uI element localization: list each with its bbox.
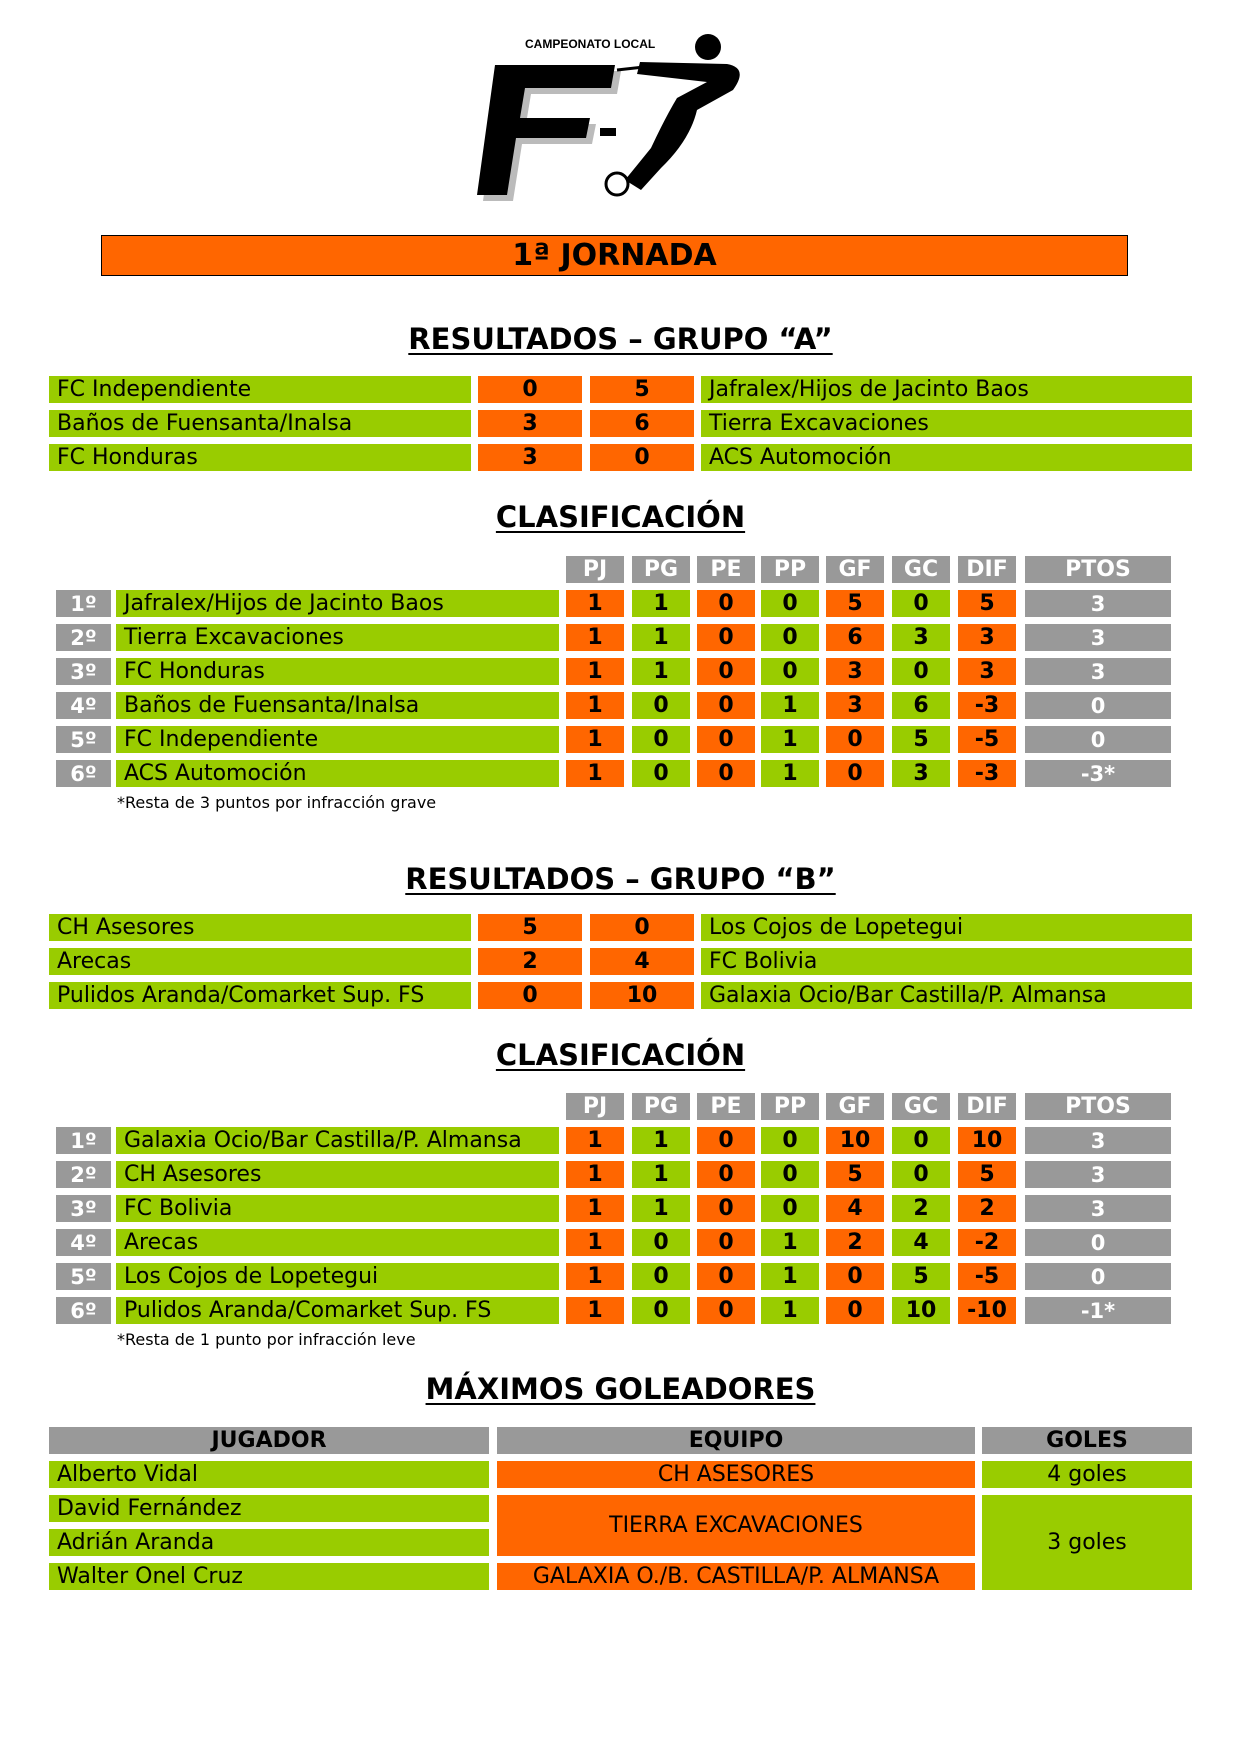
standing-pe: 0 (697, 1195, 755, 1222)
standing-position: 1º (56, 1127, 111, 1154)
standing-pg: 1 (632, 1127, 690, 1154)
standing-pj: 1 (566, 1161, 624, 1188)
group-a-penalty-note: *Resta de 3 puntos por infracción grave (117, 793, 437, 812)
standing-pj: 1 (566, 624, 624, 651)
standing-pp: 1 (761, 1297, 819, 1324)
standing-position: 1º (56, 590, 111, 617)
standing-pg: 0 (632, 1229, 690, 1256)
group-a-home-goals: 3 (478, 444, 582, 471)
standing-pg: 0 (632, 692, 690, 719)
standing-gf: 4 (826, 1195, 884, 1222)
group-b-penalty-note: *Resta de 1 punto por infracción leve (117, 1330, 416, 1349)
standing-pe: 0 (697, 692, 755, 719)
header-dif: DIF (958, 1093, 1016, 1120)
header-gc: GC (892, 1093, 950, 1120)
standing-pp: 1 (761, 760, 819, 787)
standing-team: Baños de Fuensanta/Inalsa (116, 692, 559, 719)
standing-position: 2º (56, 1161, 111, 1188)
scorer-player: Alberto Vidal (49, 1461, 489, 1488)
standing-team: FC Honduras (116, 658, 559, 685)
standing-pp: 1 (761, 726, 819, 753)
standing-gc: 10 (892, 1297, 950, 1324)
standing-pp: 0 (761, 1195, 819, 1222)
header-pg: PG (632, 1093, 690, 1120)
standing-pj: 1 (566, 760, 624, 787)
standing-pg: 1 (632, 590, 690, 617)
standing-gf: 10 (826, 1127, 884, 1154)
standing-pp: 1 (761, 692, 819, 719)
standing-position: 6º (56, 760, 111, 787)
standing-pp: 0 (761, 658, 819, 685)
standing-gc: 3 (892, 624, 950, 651)
standing-pp: 0 (761, 590, 819, 617)
standing-team: FC Bolivia (116, 1195, 559, 1222)
header-pp: PP (761, 1093, 819, 1120)
scorer-player: David Fernández (49, 1495, 489, 1522)
standing-gf: 6 (826, 624, 884, 651)
top-scorers-title: MÁXIMOS GOLEADORES (425, 1372, 816, 1406)
standing-pe: 0 (697, 590, 755, 617)
group-b-home-goals: 2 (478, 948, 582, 975)
standing-gc: 4 (892, 1229, 950, 1256)
standing-points: 3 (1025, 1127, 1171, 1154)
standing-pe: 0 (697, 1263, 755, 1290)
group-b-away-goals: 0 (590, 914, 694, 941)
standing-gc: 6 (892, 692, 950, 719)
standing-pe: 0 (697, 658, 755, 685)
group-a-results-title: RESULTADOS – GRUPO “A” (408, 322, 833, 356)
header-gf: GF (826, 1093, 884, 1120)
group-b-home-goals: 5 (478, 914, 582, 941)
standing-pj: 1 (566, 1297, 624, 1324)
standing-pg: 0 (632, 760, 690, 787)
standing-gc: 0 (892, 1161, 950, 1188)
scorer-player: Adrián Aranda (49, 1529, 489, 1556)
group-a-standings-title: CLASIFICACIÓN (495, 500, 746, 534)
standing-position: 5º (56, 1263, 111, 1290)
standing-pe: 0 (697, 1127, 755, 1154)
standing-team: CH Asesores (116, 1161, 559, 1188)
header-dif: DIF (958, 556, 1016, 583)
standing-pg: 1 (632, 624, 690, 651)
group-a-away-goals: 6 (590, 410, 694, 437)
standing-pj: 1 (566, 1229, 624, 1256)
standing-position: 3º (56, 658, 111, 685)
standing-gc: 5 (892, 1263, 950, 1290)
standing-gf: 5 (826, 590, 884, 617)
group-a-home-team: FC Independiente (49, 376, 471, 403)
round-banner: 1ª JORNADA (101, 235, 1128, 276)
header-equipo: EQUIPO (497, 1427, 975, 1454)
standing-gf: 0 (826, 1263, 884, 1290)
group-a-away-goals: 0 (590, 444, 694, 471)
standing-gc: 2 (892, 1195, 950, 1222)
group-b-away-goals: 4 (590, 948, 694, 975)
group-a-home-team: FC Honduras (49, 444, 471, 471)
group-b-home-goals: 0 (478, 982, 582, 1009)
standing-team: Arecas (116, 1229, 559, 1256)
group-a-away-team: ACS Automoción (701, 444, 1192, 471)
standing-gf: 0 (826, 1297, 884, 1324)
group-a-home-goals: 0 (478, 376, 582, 403)
standing-dif: 10 (958, 1127, 1016, 1154)
standing-points: 3 (1025, 658, 1171, 685)
standing-points: 0 (1025, 1263, 1171, 1290)
header-pp: PP (761, 556, 819, 583)
group-a-home-team: Baños de Fuensanta/Inalsa (49, 410, 471, 437)
logo-text: CAMPEONATO LOCAL (525, 37, 656, 51)
header-ptos: PTOS (1025, 1093, 1171, 1120)
group-b-standings-title: CLASIFICACIÓN (495, 1038, 746, 1072)
standing-pe: 0 (697, 1229, 755, 1256)
standing-pg: 1 (632, 1161, 690, 1188)
standing-gc: 0 (892, 590, 950, 617)
group-a-away-team: Tierra Excavaciones (701, 410, 1192, 437)
standing-pe: 0 (697, 1161, 755, 1188)
standing-gc: 3 (892, 760, 950, 787)
standing-points: 3 (1025, 590, 1171, 617)
standing-gf: 3 (826, 658, 884, 685)
standing-pp: 1 (761, 1263, 819, 1290)
standing-position: 3º (56, 1195, 111, 1222)
header-gf: GF (826, 556, 884, 583)
standing-dif: -10 (958, 1297, 1016, 1324)
standing-gc: 0 (892, 658, 950, 685)
standing-position: 4º (56, 1229, 111, 1256)
standing-gc: 5 (892, 726, 950, 753)
standing-pg: 1 (632, 1195, 690, 1222)
standing-dif: -3 (958, 760, 1016, 787)
standing-team: Pulidos Aranda/Comarket Sup. FS (116, 1297, 559, 1324)
standing-points: 3 (1025, 1161, 1171, 1188)
group-b-home-team: Arecas (49, 948, 471, 975)
standing-pj: 1 (566, 1263, 624, 1290)
standing-team: ACS Automoción (116, 760, 559, 787)
standing-pj: 1 (566, 1195, 624, 1222)
standing-points: 3 (1025, 624, 1171, 651)
standing-pg: 0 (632, 726, 690, 753)
standing-pp: 0 (761, 1127, 819, 1154)
standing-pj: 1 (566, 726, 624, 753)
header-pj: PJ (566, 556, 624, 583)
standing-pe: 0 (697, 1297, 755, 1324)
standing-dif: -2 (958, 1229, 1016, 1256)
standing-points: 3 (1025, 1195, 1171, 1222)
standing-pj: 1 (566, 692, 624, 719)
standing-pp: 1 (761, 1229, 819, 1256)
group-a-home-goals: 3 (478, 410, 582, 437)
standing-pj: 1 (566, 1127, 624, 1154)
standing-pp: 0 (761, 624, 819, 651)
group-a-away-goals: 5 (590, 376, 694, 403)
standing-dif: 3 (958, 658, 1016, 685)
group-b-home-team: Pulidos Aranda/Comarket Sup. FS (49, 982, 471, 1009)
standing-pg: 1 (632, 658, 690, 685)
standing-dif: 5 (958, 590, 1016, 617)
standing-points: 0 (1025, 726, 1171, 753)
standing-pj: 1 (566, 658, 624, 685)
standing-gc: 0 (892, 1127, 950, 1154)
header-jugador: JUGADOR (49, 1427, 489, 1454)
standing-pj: 1 (566, 590, 624, 617)
standing-team: FC Independiente (116, 726, 559, 753)
standing-team: Los Cojos de Lopetegui (116, 1263, 559, 1290)
standing-gf: 0 (826, 726, 884, 753)
scorer-team: TIERRA EXCAVACIONES (497, 1495, 975, 1556)
standing-dif: -5 (958, 1263, 1016, 1290)
group-b-results-title: RESULTADOS – GRUPO “B” (405, 862, 836, 896)
standing-points: 0 (1025, 1229, 1171, 1256)
standing-dif: -5 (958, 726, 1016, 753)
standing-gf: 3 (826, 692, 884, 719)
standing-gf: 0 (826, 760, 884, 787)
standing-pe: 0 (697, 726, 755, 753)
standing-team: Galaxia Ocio/Bar Castilla/P. Almansa (116, 1127, 559, 1154)
standing-points: 0 (1025, 692, 1171, 719)
group-b-away-team: FC Bolivia (701, 948, 1192, 975)
header-pj: PJ (566, 1093, 624, 1120)
campeonato-logo (465, 30, 757, 205)
group-b-away-team: Galaxia Ocio/Bar Castilla/P. Almansa (701, 982, 1192, 1009)
standing-position: 2º (56, 624, 111, 651)
standing-dif: 3 (958, 624, 1016, 651)
standing-position: 5º (56, 726, 111, 753)
standing-pe: 0 (697, 624, 755, 651)
scorer-team: CH ASESORES (497, 1461, 975, 1488)
standing-points: -1* (1025, 1297, 1171, 1324)
standing-dif: 5 (958, 1161, 1016, 1188)
standing-pg: 0 (632, 1263, 690, 1290)
standing-points: -3* (1025, 760, 1171, 787)
standing-team: Tierra Excavaciones (116, 624, 559, 651)
group-b-away-team: Los Cojos de Lopetegui (701, 914, 1192, 941)
standing-position: 6º (56, 1297, 111, 1324)
standing-pg: 0 (632, 1297, 690, 1324)
standing-pp: 0 (761, 1161, 819, 1188)
group-b-away-goals: 10 (590, 982, 694, 1009)
header-ptos: PTOS (1025, 556, 1171, 583)
header-gc: GC (892, 556, 950, 583)
standing-gf: 2 (826, 1229, 884, 1256)
scorer-team: GALAXIA O./B. CASTILLA/P. ALMANSA (497, 1563, 975, 1590)
header-pg: PG (632, 556, 690, 583)
header-pe: PE (697, 1093, 755, 1120)
scorer-goals: 4 goles (982, 1461, 1192, 1488)
standing-position: 4º (56, 692, 111, 719)
standing-dif: -3 (958, 692, 1016, 719)
scorer-goals: 3 goles (982, 1495, 1192, 1590)
scorer-player: Walter Onel Cruz (49, 1563, 489, 1590)
group-b-home-team: CH Asesores (49, 914, 471, 941)
standing-pe: 0 (697, 760, 755, 787)
header-pe: PE (697, 556, 755, 583)
standing-gf: 5 (826, 1161, 884, 1188)
header-goles: GOLES (982, 1427, 1192, 1454)
standing-team: Jafralex/Hijos de Jacinto Baos (116, 590, 559, 617)
group-a-away-team: Jafralex/Hijos de Jacinto Baos (701, 376, 1192, 403)
standing-dif: 2 (958, 1195, 1016, 1222)
